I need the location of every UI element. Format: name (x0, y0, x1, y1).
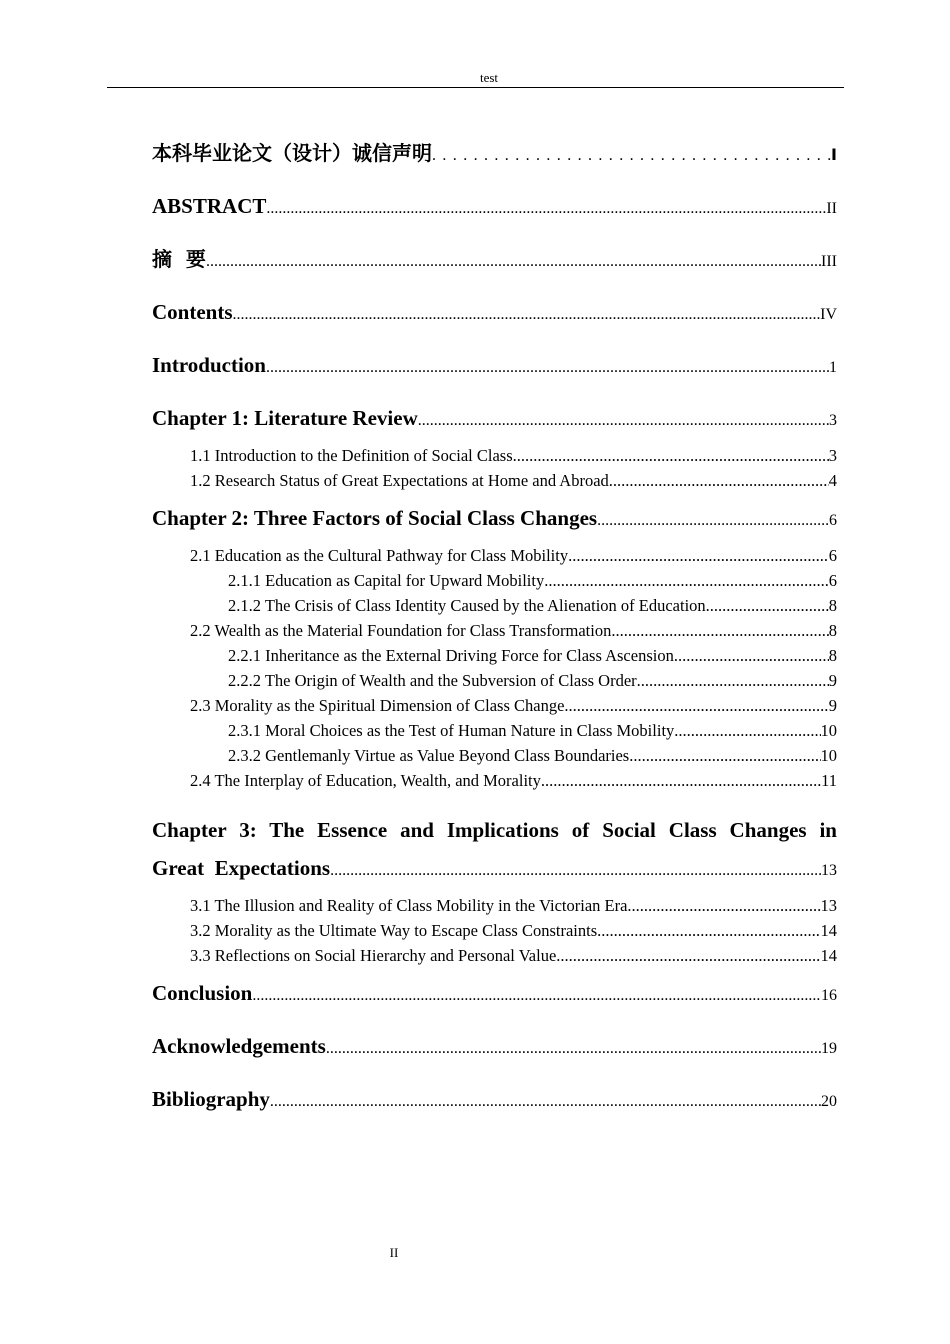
dot-leader (637, 668, 829, 693)
toc-entry-acknowledgements[interactable] (152, 1033, 837, 1062)
dot-leader (556, 943, 820, 968)
toc-entry-page: 13 (821, 862, 837, 879)
dot-leader (541, 768, 821, 793)
toc-entry-label: 2.2.1 Inheritance as the External Driving Force for Class Ascension (228, 646, 674, 665)
toc-entry-chapter-2[interactable] (152, 505, 837, 534)
toc-entry-page: 6 (829, 512, 837, 529)
toc-entry-2-4[interactable] (152, 768, 837, 793)
toc-entry-label: Acknowledgements (152, 1034, 326, 1058)
toc-entry-chapter-1[interactable] (152, 405, 837, 434)
toc-entry-label: 2.3.1 Moral Choices as the Test of Human Nature in Class Mobility (228, 721, 675, 740)
toc-entry-page: 11 (821, 771, 837, 790)
toc-entry-page: 16 (821, 987, 837, 1004)
toc-entry-label: 2.2 Wealth as the Material Foundation for Class Transformation (190, 621, 612, 640)
toc-entry-zhaiyao[interactable] (152, 246, 837, 275)
toc-entry-page: 10 (820, 746, 837, 765)
dot-leader (627, 893, 820, 918)
toc-entry-label: Bibliography (152, 1087, 270, 1111)
toc-entry-1-2[interactable] (152, 468, 837, 493)
dot-leader (674, 643, 829, 668)
toc-entry-bibliography[interactable] (152, 1086, 837, 1115)
toc-entry-label: 2.1 Education as the Cultural Pathway for Class Mobility (190, 546, 569, 565)
toc-entry-page: 4 (828, 471, 837, 490)
dot-leader (609, 468, 829, 493)
toc-entry-3-2[interactable] (152, 918, 837, 943)
toc-entry-page: 14 (820, 946, 837, 965)
toc-entry-page: I (831, 145, 837, 164)
toc-entry-page: 9 (828, 696, 837, 715)
dot-leader (233, 302, 821, 328)
toc-entry-label: Chapter 1: Literature Review (152, 406, 418, 430)
dot-leader (629, 743, 820, 768)
toc-entry-chapter-3[interactable] (152, 805, 837, 855)
page-number: II (389, 1245, 399, 1260)
toc-entry-label: 摘 要 (152, 247, 206, 271)
toc-entry-label: ABSTRACT (152, 194, 267, 218)
dot-leader (206, 249, 821, 275)
header-rule (107, 87, 844, 88)
dot-leader (270, 1089, 821, 1115)
dot-leader (674, 718, 820, 743)
toc-entry-label: Introduction (152, 353, 266, 377)
toc-entry-2-1-1[interactable] (152, 568, 837, 593)
toc-entry-page: IV (820, 306, 837, 323)
toc-entry-contents[interactable] (152, 299, 837, 328)
toc-entry-label: Conclusion (152, 981, 253, 1005)
dot-leader (544, 568, 829, 593)
toc-entry-page: 6 (828, 546, 837, 565)
toc-entry-conclusion[interactable] (152, 980, 837, 1009)
toc-entry-page: 19 (821, 1040, 837, 1057)
toc-entry-2-3[interactable] (152, 693, 837, 718)
toc-entry-page: II (826, 200, 837, 217)
dot-leader (432, 143, 831, 169)
toc-entry-label: 本科毕业论文（设计）诚信声明 (152, 141, 432, 165)
toc-entry-label: 2.2.2 The Origin of Wealth and the Subversion of Class Order (228, 671, 637, 690)
dot-leader (568, 543, 829, 568)
toc-entry-label: 3.2 Morality as the Ultimate Way to Escape Class Constraints (190, 921, 598, 940)
toc-entry-page: 6 (828, 571, 837, 590)
toc-entry-2-1[interactable] (152, 543, 837, 568)
toc-entry-2-3-1[interactable] (152, 718, 837, 743)
toc-entry-2-2-2[interactable] (152, 668, 837, 693)
toc-entry-page: 8 (828, 621, 837, 640)
dot-leader (266, 196, 826, 222)
toc-entry-page: 13 (820, 896, 837, 915)
toc-entry-label-line-2: Great Expectations (152, 856, 331, 880)
dot-leader (597, 918, 820, 943)
toc-entry-label: 1.1 Introduction to the Definition of Social Class (190, 446, 513, 465)
toc-entry-label: 3.1 The Illusion and Reality of Class Mobility in the Victorian Era (190, 896, 628, 915)
toc-entry-label: Chapter 2: Three Factors of Social Class Changes (152, 506, 598, 530)
dot-leader (597, 508, 829, 534)
dot-leader (706, 593, 829, 618)
toc-entry-page: 3 (828, 446, 837, 465)
toc-entry-1-1[interactable] (152, 443, 837, 468)
toc-entry-declaration[interactable] (152, 140, 837, 169)
dot-leader (611, 618, 828, 643)
toc-entry-label: 2.4 The Interplay of Education, Wealth, and Morality (190, 771, 541, 790)
running-header: test (479, 70, 499, 85)
dot-leader (252, 983, 821, 1009)
toc-entry-page: 10 (820, 721, 837, 740)
dot-leader (266, 355, 829, 381)
dot-leader (418, 408, 829, 434)
toc-entry-page: 1 (829, 359, 837, 376)
toc-entry-label: 1.2 Research Status of Great Expectations at Home and Abroad (190, 471, 609, 490)
toc-entry-3-1[interactable] (152, 893, 837, 918)
toc-entry-2-1-2[interactable] (152, 593, 837, 618)
dot-leader (330, 858, 821, 884)
toc-entry-abstract[interactable] (152, 193, 837, 222)
toc-entry-page: 14 (820, 921, 837, 940)
toc-entry-label: 2.1.2 The Crisis of Class Identity Caused by the Alienation of Education (228, 596, 706, 615)
toc-entry-page: 3 (829, 412, 837, 429)
toc-entry-page: III (821, 253, 837, 270)
toc-entry-3-3[interactable] (152, 943, 837, 968)
toc-entry-2-3-2[interactable] (152, 743, 837, 768)
toc-entry-2-2[interactable] (152, 618, 837, 643)
table-of-contents (152, 140, 837, 1115)
toc-entry-label: 2.3.2 Gentlemanly Virtue as Value Beyond Class Boundaries (228, 746, 630, 765)
toc-entry-label: 3.3 Reflections on Social Hierarchy and Personal Value (190, 946, 557, 965)
toc-entry-introduction[interactable] (152, 352, 837, 381)
dot-leader (326, 1036, 821, 1062)
toc-entry-chapter-3-cont[interactable] (152, 855, 837, 884)
toc-entry-page: 9 (828, 671, 837, 690)
toc-entry-label: 2.3 Morality as the Spiritual Dimension of Class Change (190, 696, 565, 715)
toc-entry-page: 20 (821, 1093, 837, 1110)
dot-leader (564, 693, 828, 718)
toc-entry-page: 8 (828, 596, 837, 615)
toc-entry-2-2-1[interactable] (152, 643, 837, 668)
toc-entry-label: 2.1.1 Education as Capital for Upward Mobility (228, 571, 545, 590)
toc-entry-label: Contents (152, 300, 233, 324)
toc-entry-label-line-1: Chapter 3: The Essence and Implications of Social Class Changes in (152, 818, 837, 842)
toc-entry-page: 8 (828, 646, 837, 665)
dot-leader (513, 443, 829, 468)
